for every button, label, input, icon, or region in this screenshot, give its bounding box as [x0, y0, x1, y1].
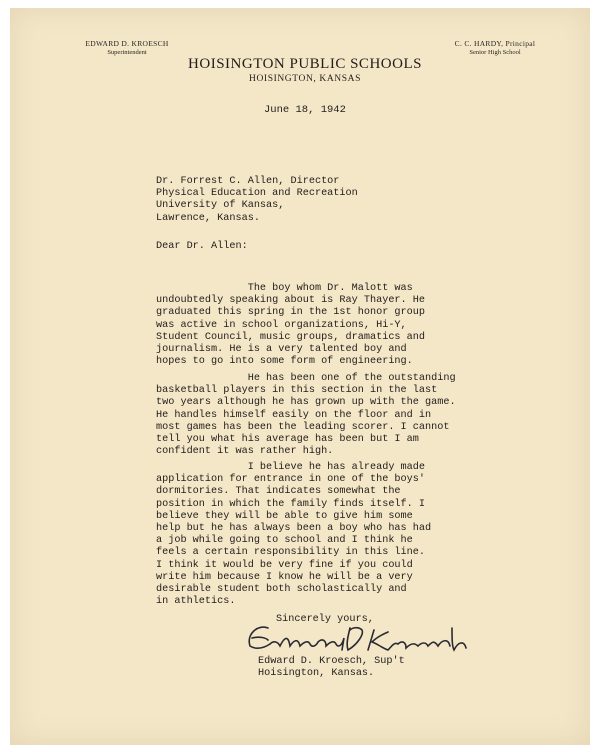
- superintendent-name: EDWARD D. KROESCH: [85, 39, 169, 48]
- letter-date: June 18, 1942: [264, 104, 346, 116]
- signer-location: Hoisington, Kansas.: [258, 668, 375, 680]
- text-line: undoubtedly speaking about is Ray Thayer. He: [156, 295, 425, 307]
- salutation: Dear Dr. Allen:: [156, 241, 248, 252]
- text-line: position in which the family finds itself. I: [156, 498, 425, 510]
- text-line: most games has been the leading scorer. I cannot: [156, 421, 450, 433]
- text-line: desirable student both scholastically and: [156, 584, 407, 596]
- text-line: graduated this spring in the 1st honor group: [156, 307, 425, 319]
- text-line: journalism. He is a very talented boy and: [156, 344, 407, 356]
- body-paragraph: [156, 373, 456, 458]
- text-line: I believe he has already made: [156, 462, 425, 473]
- text-line: application for entrance in one of the boys': [156, 474, 425, 486]
- recipient-line: University of Kansas,: [156, 200, 285, 212]
- text-line: was active in school organizations, Hi-Y,: [156, 319, 407, 331]
- superintendent-header: [72, 40, 182, 56]
- principal-header: [440, 40, 550, 56]
- text-line: basketball players in this section in the last: [156, 385, 438, 397]
- text-line: a job while going to school and I think he: [156, 535, 413, 547]
- text-line: believe they will be able to give him some: [156, 510, 413, 522]
- recipient-address: [156, 176, 358, 225]
- text-line: He has been one of the outstanding: [156, 373, 456, 384]
- text-line: hopes to go into some form of engineering.: [156, 356, 413, 368]
- recipient-line: Physical Education and Recreation: [156, 188, 358, 200]
- text-line: He handles himself easily on the floor and in: [156, 409, 432, 421]
- text-line: in athletics.: [156, 596, 236, 608]
- body-paragraph: [156, 283, 425, 368]
- text-line: write him because I know he will be a very: [156, 571, 413, 583]
- superintendent-title: Superintendent: [107, 48, 147, 56]
- school-name: HOISINGTON PUBLIC SCHOOLS: [188, 56, 422, 72]
- text-line: help but he has always been a boy who has had: [156, 523, 432, 535]
- principal-title: Senior High School: [469, 48, 521, 56]
- recipient-line: Dr. Forrest C. Allen, Director: [156, 176, 340, 187]
- principal-name: C. C. HARDY, Principal: [454, 39, 536, 48]
- signer-name: Edward D. Kroesch, Sup't: [258, 656, 405, 667]
- text-line: confident it was rather high.: [156, 446, 334, 458]
- text-line: dormitories. That indicates somewhat the: [156, 486, 401, 498]
- text-line: feels a certain responsibility in this line.: [156, 547, 425, 559]
- recipient-line: Lawrence, Kansas.: [156, 212, 260, 224]
- text-line: Student Council, music groups, dramatics and: [156, 331, 425, 343]
- closing: Sincerely yours,: [276, 614, 374, 625]
- body-paragraph: [156, 462, 431, 608]
- text-line: two years although he has grown up with the game.: [156, 397, 456, 409]
- text-line: The boy whom Dr. Malott was: [156, 283, 413, 294]
- school-location: HOISINGTON, KANSAS: [249, 74, 361, 84]
- letterhead: [160, 56, 450, 84]
- letter-page: [10, 8, 590, 745]
- signer-block: [258, 656, 405, 680]
- text-line: I think it would be very fine if you could: [156, 559, 413, 571]
- text-line: tell you what his average has been but I am: [156, 434, 419, 446]
- handwritten-signature: [238, 616, 478, 661]
